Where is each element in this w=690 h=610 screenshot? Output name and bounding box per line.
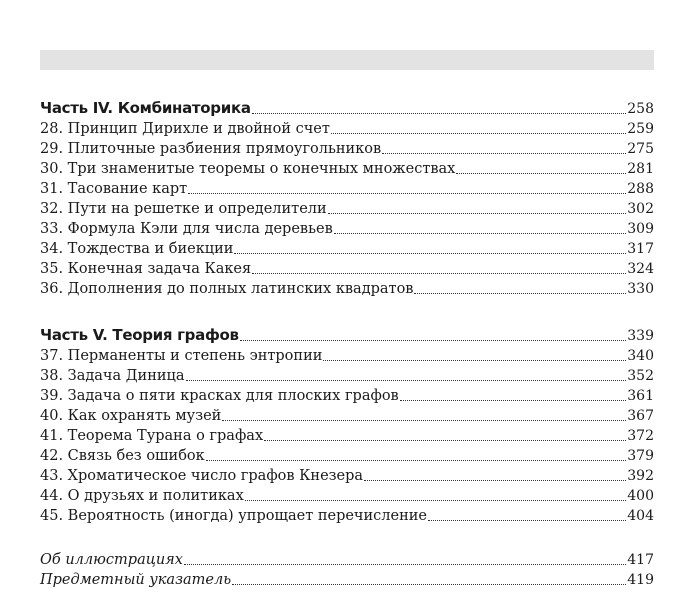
dot-leader — [184, 553, 626, 565]
chapter-title: 43. Хроматическое число графов Кнезера — [40, 468, 364, 484]
chapter-title: 41. Теорема Турана о графах — [40, 428, 264, 444]
page-number: 372 — [627, 428, 654, 444]
page-number: 324 — [627, 261, 654, 277]
toc-entry[interactable] — [40, 159, 654, 179]
chapter-title: 28. Принцип Дирихле и двойной счет — [40, 121, 330, 137]
page-number: 367 — [627, 408, 654, 424]
chapter-title: 39. Задача о пяти красках для плоских графов — [40, 388, 399, 404]
page-number: 258 — [627, 101, 654, 117]
extras-section — [40, 550, 654, 590]
page-number: 417 — [627, 552, 654, 568]
chapter-title: 42. Связь без ошибок — [40, 448, 205, 464]
dot-leader — [323, 349, 626, 361]
toc-entry[interactable] — [40, 199, 654, 219]
toc-entry[interactable] — [40, 550, 654, 570]
page-number: 340 — [627, 348, 654, 364]
dot-leader — [364, 469, 626, 481]
part-title: Часть V. Теория графов — [40, 326, 239, 344]
toc-entry[interactable] — [40, 506, 654, 526]
toc-entry[interactable] — [40, 406, 654, 426]
toc-entry[interactable] — [40, 139, 654, 159]
page-number: 339 — [627, 328, 654, 344]
chapter-title: 38. Задача Диница — [40, 368, 185, 384]
toc-entry[interactable] — [40, 426, 654, 446]
part-title: Часть IV. Комбинаторика — [40, 99, 251, 117]
chapter-title: 34. Тождества и биекции — [40, 241, 234, 257]
page-number: 419 — [627, 572, 654, 588]
dot-leader — [245, 489, 627, 501]
part-heading[interactable] — [40, 97, 654, 119]
chapter-title: 37. Перманенты и степень энтропии — [40, 348, 323, 364]
page-number: 288 — [627, 181, 654, 197]
toc-entry[interactable] — [40, 346, 654, 366]
dot-leader — [188, 182, 626, 194]
dot-leader — [252, 102, 627, 114]
chapter-title: 29. Плиточные разбиения прямоугольников — [40, 141, 382, 157]
dot-leader — [252, 262, 626, 274]
part-4-section — [40, 97, 654, 299]
dot-leader — [206, 449, 627, 461]
toc-entry[interactable] — [40, 179, 654, 199]
page-number: 404 — [627, 508, 654, 524]
page-number: 392 — [627, 468, 654, 484]
page-number: 281 — [627, 161, 654, 177]
toc-entry[interactable] — [40, 259, 654, 279]
header-band — [40, 50, 654, 70]
part-heading[interactable] — [40, 324, 654, 346]
page-number: 309 — [627, 221, 654, 237]
chapter-title: 30. Три знаменитые теоремы о конечных множествах — [40, 161, 456, 177]
dot-leader — [186, 369, 627, 381]
page-number: 400 — [627, 488, 654, 504]
dot-leader — [234, 242, 626, 254]
page-number: 352 — [627, 368, 654, 384]
dot-leader — [400, 389, 627, 401]
chapter-title: 35. Конечная задача Какея — [40, 261, 252, 277]
dot-leader — [456, 162, 626, 174]
toc-entry[interactable] — [40, 386, 654, 406]
toc-entry[interactable] — [40, 486, 654, 506]
dot-leader — [222, 409, 626, 421]
page-number: 379 — [627, 448, 654, 464]
page-number: 259 — [627, 121, 654, 137]
toc-entry[interactable] — [40, 570, 654, 590]
extra-title: Предметный указатель — [40, 572, 232, 588]
dot-leader — [264, 429, 626, 441]
chapter-title: 40. Как охранять музей — [40, 408, 222, 424]
page-number: 361 — [627, 388, 654, 404]
dot-leader — [414, 282, 626, 294]
toc-entry[interactable] — [40, 366, 654, 386]
chapter-title: 44. О друзьях и политиках — [40, 488, 244, 504]
dot-leader — [334, 222, 627, 234]
dot-leader — [428, 509, 626, 521]
dot-leader — [382, 142, 626, 154]
toc-entry[interactable] — [40, 279, 654, 299]
part-5-section — [40, 324, 654, 526]
page-number: 275 — [627, 141, 654, 157]
toc-entry[interactable] — [40, 466, 654, 486]
page-number: 317 — [627, 241, 654, 257]
page-number: 302 — [627, 201, 654, 217]
dot-leader — [232, 573, 626, 585]
extra-title: Об иллюстрациях — [40, 552, 183, 568]
dot-leader — [240, 329, 627, 341]
dot-leader — [331, 122, 626, 134]
toc-entry[interactable] — [40, 446, 654, 466]
page-number: 330 — [627, 281, 654, 297]
chapter-title: 45. Вероятность (иногда) упрощает перечисление — [40, 508, 428, 524]
chapter-title: 31. Тасование карт — [40, 181, 188, 197]
chapter-title: 32. Пути на решетке и определители — [40, 201, 327, 217]
chapter-title: 33. Формула Кэли для числа деревьев — [40, 221, 333, 237]
chapter-title: 36. Дополнения до полных латинских квадратов — [40, 281, 414, 297]
toc-entry[interactable] — [40, 219, 654, 239]
toc-entry[interactable] — [40, 239, 654, 259]
dot-leader — [328, 202, 627, 214]
toc-entry[interactable] — [40, 119, 654, 139]
